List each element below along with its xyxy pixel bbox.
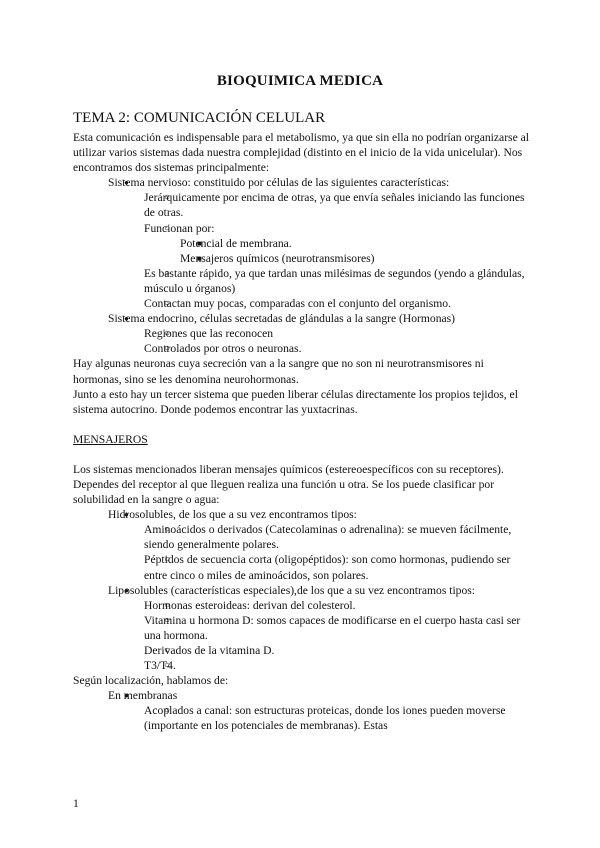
list-item: ■ Potencial de membrana. bbox=[180, 236, 535, 251]
list-item: ○ Aminoácidos o derivados (Catecolaminas o adrenalina): se mueven fácilmente, siendo generalmente polares. bbox=[144, 522, 535, 552]
neurohormones-paragraph: Hay algunas neuronas cuya secreción van a la sangre que no son ni neurotransmisores ni hormonas, sino se les denomina neurohormonas. bbox=[73, 357, 484, 386]
document-title: BIOQUIMICA MEDICA bbox=[216, 73, 384, 89]
localization-intro: Según localización, hablamos de: bbox=[73, 674, 229, 688]
list-item: ○ Vitamina u hormona D: somos capaces de modificarse en el cuerpo hasta casi ser una hormona. bbox=[144, 613, 535, 643]
list-item bbox=[144, 221, 535, 266]
list-item: ○ Jerárquicamente por encima de otras, ya que envía señales iniciando las funciones de otras. bbox=[144, 190, 535, 220]
functions-label: Funcionan por: bbox=[144, 221, 215, 235]
autocrine-paragraph: Junto a esto hay un tercer sistema que pueden liberar células directamente los propios tejidos, el sistema autocrino. Donde podemos encontrar las yuxtacrinas. bbox=[73, 387, 518, 416]
intro-paragraph: Esta comunicación es indispensable para el metabolismo, ya que sin ella no podrían organizarse al utilizar varios sistemas dada nuestra complejidad (distinto en el inicio de la vida unicelular). Nos encontramos dos sistemas principalmente: bbox=[73, 131, 529, 175]
localization-list bbox=[73, 688, 535, 733]
list-item: ■ Mensajeros químicos (neurotransmisores) bbox=[180, 251, 535, 266]
list-item: ○ Hormonas esteroideas: derivan del colesterol. bbox=[144, 598, 535, 613]
list-item: ○ Péptidos de secuencia corta (oligopéptidos): son como hormonas, pudiendo ser entre cinco o miles de aminoácidos, son polares. bbox=[144, 552, 535, 582]
list-item: ○ Regiones que las reconocen bbox=[144, 326, 535, 341]
liposoluble-label: Liposolubles (características especiales),de los que a su vez encontramos tipos: bbox=[108, 583, 476, 597]
endocrine-sublist bbox=[108, 326, 535, 356]
list-item bbox=[108, 507, 535, 582]
messengers-intro: Los sistemas mencionados liberan mensajes químicos (estereoespecíficos con su receptores). Dependes del receptor al que lleguen realiza una función u otra. Se los puede clasificar por solubilidad en la sangre o agua: bbox=[73, 462, 504, 507]
section-title: TEMA 2: COMUNICACIÓN CELULAR bbox=[73, 110, 326, 126]
list-item: ○ T3/T4. bbox=[144, 658, 535, 673]
membranes-sublist bbox=[108, 703, 535, 733]
list-item bbox=[108, 175, 535, 311]
endocrine-system-label: Sistema endocrino, células secretadas de glándulas a la sangre (Hormonas) bbox=[108, 312, 456, 326]
list-item: ○ Es bastante rápido, ya que tardan unas milésimas de segundos (yendo a glándulas, músculo u órganos) bbox=[144, 266, 535, 296]
list-item bbox=[108, 583, 535, 674]
hydrosoluble-label: Hidrosolubles, de los que a su vez encontramos tipos: bbox=[108, 508, 357, 522]
page-number: 1 bbox=[73, 797, 79, 810]
hydrosoluble-sublist bbox=[108, 522, 535, 582]
list-item: ○ Controlados por otros o neuronas. bbox=[144, 341, 535, 356]
functions-sublist bbox=[144, 236, 535, 266]
list-item: ○ Contactan muy pocas, comparadas con el conjunto del organismo. bbox=[144, 296, 535, 311]
systems-list bbox=[73, 175, 535, 356]
document-body bbox=[73, 130, 535, 734]
nervous-system-label: Sistema nervioso: constituido por células de las siguientes características: bbox=[108, 176, 450, 190]
liposoluble-sublist bbox=[108, 598, 535, 673]
list-item bbox=[108, 688, 535, 733]
messengers-heading: MENSAJEROS bbox=[73, 432, 148, 446]
membranes-label: En membranas bbox=[108, 689, 178, 703]
list-item: ○ Acoplados a canal: son estructuras proteicas, donde los iones pueden moverse (importante en los potenciales de membranas). Estas bbox=[144, 703, 535, 733]
nervous-system-sublist bbox=[108, 190, 535, 311]
list-item: ○ Derivados de la vitamina D. bbox=[144, 643, 535, 658]
solubility-list bbox=[73, 507, 535, 673]
list-item bbox=[108, 311, 535, 356]
